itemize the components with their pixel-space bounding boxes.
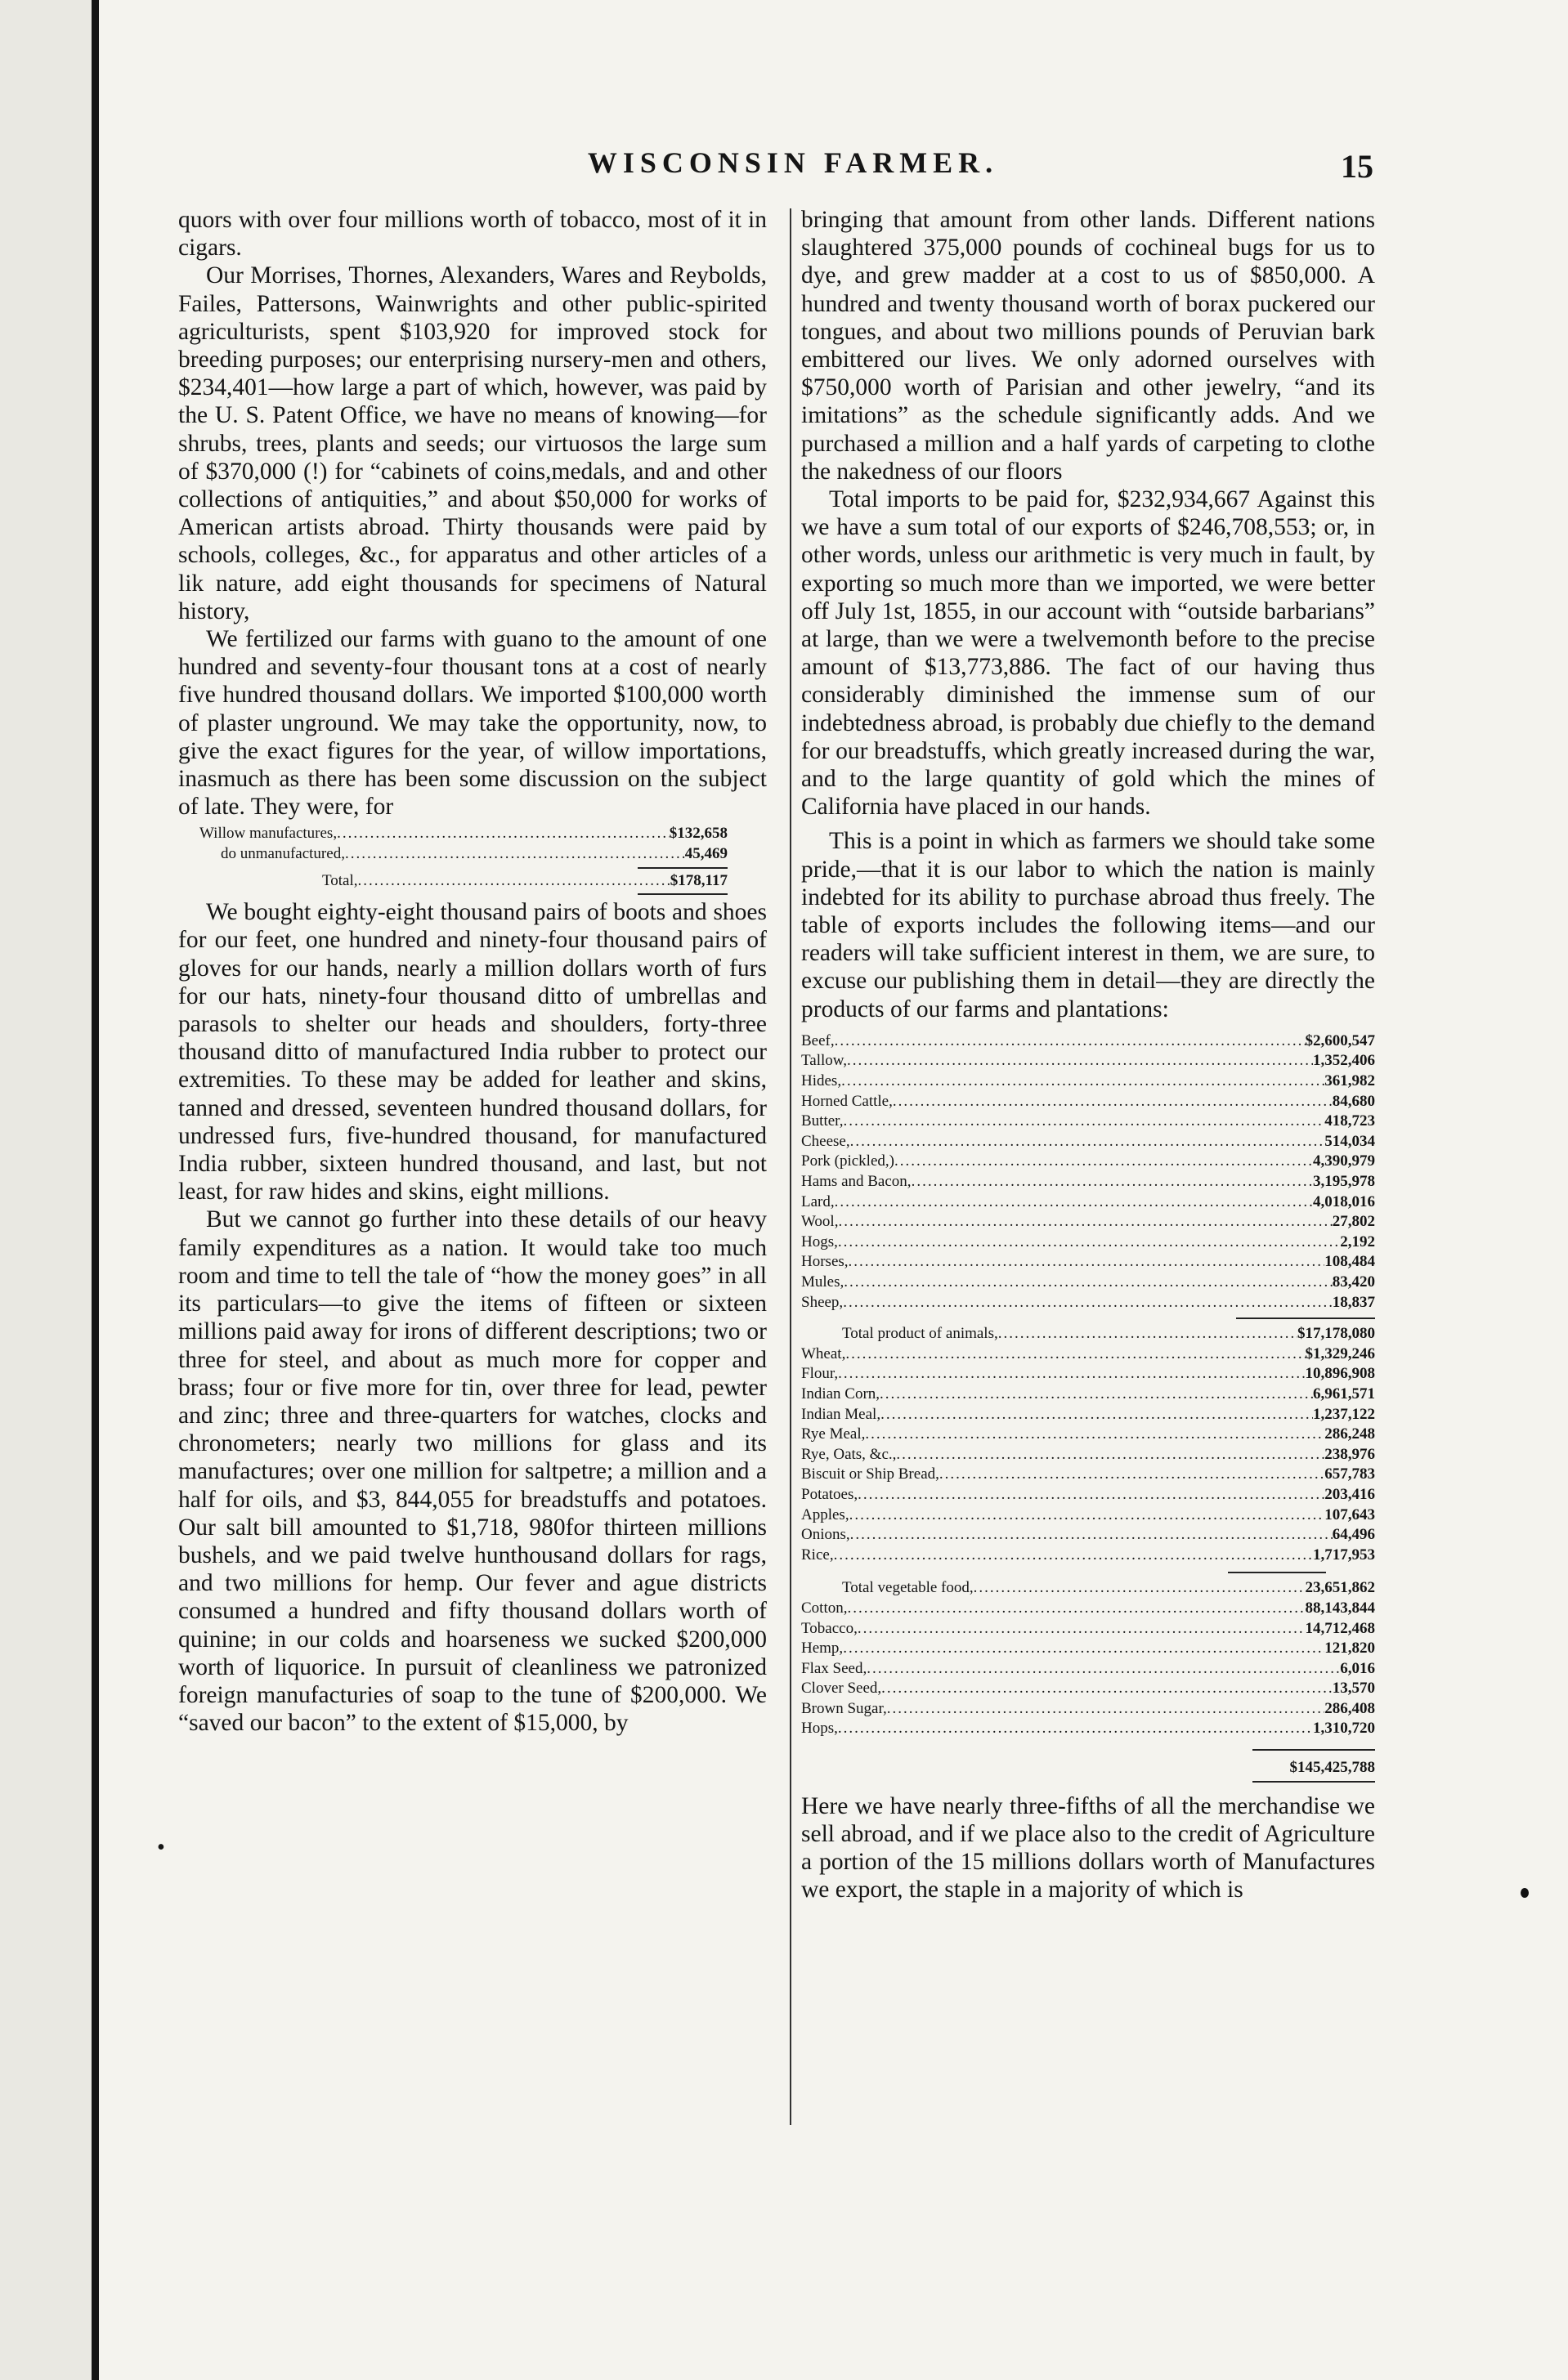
row-value: 418,723 [1324, 1112, 1375, 1130]
left-paragraph-4: We bought eighty-eight thousand pairs of boots and shoes for our feet, one hundred and ninety-four thousand pairs of gloves for our hands, nearly a million dollars worth of furs for our hats, ninety-four thousand ditto of umbrellas and parasols to shelter our heads and shoulders, forty-three thousand ditto of manufactured India rubber to protect our extremities. To these may be added for leather and skins, tanned and dressed, seventeen hundred thousand dollars, for undressed furs, five-hundred thousand, for manufactured India rubber, sixteen hundred thousand, and last, but not least, for raw hides and skins, eight millions. [178, 899, 767, 1206]
row-value: 84,680 [1332, 1092, 1375, 1110]
row-value: 1,717,953 [1313, 1546, 1375, 1564]
row-value: $2,600,547 [1305, 1031, 1375, 1049]
table-row [801, 1232, 1375, 1253]
table-total-row: Total vegetable food, ..... 23,651,862 [801, 1578, 1375, 1599]
total-rule [1252, 1781, 1375, 1783]
row-label: Hemp, [801, 1640, 844, 1658]
row-label: Mules, [801, 1273, 844, 1291]
table-row [801, 1525, 1375, 1546]
other-products [801, 1599, 1375, 1739]
page-number: 15 [1341, 148, 1373, 185]
table-row [801, 1485, 1375, 1505]
row-label: Indian Meal, [801, 1405, 881, 1423]
row-label: Sheep, [801, 1293, 844, 1311]
left-paragraph-5: But we cannot go further into these details of our heavy family expenditures as a nation. It would take too much room and time to tell the tale of “how the money goes” in all its particulars—to give the items of fifteen or sixteen millions paid away for irons of different descriptions; two or three for steel, and about as much more for copper and brass; four or five more for tin, over three for lead, pewter and zinc; three and three-quarters for watches, clocks and chronometers; nearly two millions for glass and its manufactures; over one million for saltpetre; a million and a half for oils, and $3, 844,055 for breadstuffs and potatoes. Our salt bill amounted to $1,718, 980for thirteen millions bushels, and we paid twelve hunthousand dollars for rags, and two millions for hemp. Our fever and ague districts consumed a hundred and fifty thousand dollars worth of quinine; in our colds and hoarseness we sucked $200,000 worth of liquorice. In pursuit of cleanliness we patronized foreign manufacturies of soap to the tune of $200,000. We “saved our bacon” to the extent of $15,000, by [178, 1206, 767, 1737]
binding-edge [92, 0, 99, 2380]
row-label: Hams and Bacon, [801, 1173, 912, 1191]
row-value: 238,976 [1324, 1445, 1375, 1463]
row-label: Rice, [801, 1546, 834, 1564]
willow-table [199, 824, 728, 895]
row-label: Apples, [801, 1505, 849, 1523]
row-value: 1,352,406 [1313, 1052, 1375, 1070]
table-row [801, 1092, 1375, 1112]
table-row: Willow manufactures, ..... $132,658 [199, 824, 728, 844]
row-label: Rye, Oats, &c., [801, 1445, 897, 1463]
right-paragraph-4: Here we have nearly three-fifths of all the merchandise we sell abroad, and if we place also to the credit of Agriculture a portion of the 15 millions dollars worth of Manufactures we export, the staple in a majority of which is [801, 1792, 1375, 1904]
table-row [801, 1071, 1375, 1092]
row-value: 2,192 [1340, 1232, 1375, 1250]
left-paragraph-1: quors with over four millions worth of tobacco, most of it in cigars. [178, 207, 767, 262]
table-row [801, 1364, 1375, 1385]
row-label: Cotton, [801, 1599, 848, 1617]
table-row [801, 1699, 1375, 1720]
row-value: 514,034 [1324, 1132, 1375, 1150]
row-label: Flax Seed, [801, 1659, 867, 1677]
row-value: 657,783 [1324, 1465, 1375, 1483]
row-value: 83,420 [1332, 1273, 1375, 1291]
total-rule [638, 893, 728, 895]
table-row [801, 1425, 1375, 1445]
row-value: 203,416 [1324, 1485, 1375, 1503]
table-row [801, 1619, 1375, 1640]
table-row [801, 1132, 1375, 1152]
row-label: Indian Corn, [801, 1385, 880, 1402]
table-row [801, 1051, 1375, 1071]
table-row [801, 1445, 1375, 1465]
row-label: Pork (pickled,) [801, 1152, 894, 1170]
row-value: 107,643 [1324, 1505, 1375, 1523]
table-row [801, 1659, 1375, 1680]
row-value: 64,496 [1332, 1526, 1375, 1544]
table-row [801, 1152, 1375, 1172]
row-label: Hides, [801, 1072, 842, 1090]
row-label: Brown Sugar, [801, 1699, 887, 1717]
page-title: WISCONSIN FARMER. [587, 146, 999, 179]
table-row [801, 1546, 1375, 1566]
row-value: 14,712,468 [1305, 1619, 1375, 1637]
row-value: 13,570 [1332, 1680, 1375, 1698]
row-label: Horses, [801, 1253, 849, 1271]
row-value: 4,390,979 [1313, 1152, 1375, 1170]
row-label: Cheese, [801, 1132, 850, 1150]
row-value: 27,802 [1332, 1213, 1375, 1231]
row-label: Tobacco, [801, 1619, 858, 1637]
row-label: Rye Meal, [801, 1425, 866, 1443]
row-label: Onions, [801, 1526, 850, 1544]
row-label: Beef, [801, 1031, 835, 1049]
table-row [801, 1192, 1375, 1213]
exports-table [801, 1031, 1375, 1783]
row-value: 18,837 [1332, 1293, 1375, 1311]
table-row [801, 1505, 1375, 1526]
grand-total: $145,425,788 [1289, 1759, 1375, 1777]
vegetable-products [801, 1344, 1375, 1566]
left-paragraph-3: We fertilized our farms with guano to the amount of one hundred and seventy-four thousant tons at a cost of nearly five hundred thousand dollars. We imported $100,000 worth of plaster unground. We may take the opportunity, now, to give the exact figures for the year, of willow importations, inasmuch as there has been some discussion on the subject of late. They were, for [178, 626, 767, 821]
right-paragraph-2: Total imports to be paid for, $232,934,667 Against this we have a sum total of our exports of $246,708,553; or, in other words, unless our arithmetic is very much in fault, by exporting so much more than we imported, we were better off July 1st, 1855, in our account with “outside barbarians” at large, than we were a twelvemonth before to the precise amount of $13,773,886. The fact of our having thus considerably diminished the immense sum of our indebtedness abroad, is probably due chiefly to the demand for our breadstuffs, which greatly increased during the war, and to the large quantity of gold which the mines of California have placed in our hands. [801, 486, 1375, 821]
sum-rule [638, 867, 728, 869]
row-value: 88,143,844 [1305, 1599, 1375, 1617]
table-row [801, 1273, 1375, 1293]
row-value: 286,408 [1324, 1699, 1375, 1717]
table-row [801, 1212, 1375, 1232]
row-value: 1,237,122 [1313, 1405, 1375, 1423]
table-row [801, 1344, 1375, 1365]
margin-dot [1521, 1888, 1529, 1898]
row-label: Wheat, [801, 1344, 846, 1362]
row-value: 4,018,016 [1313, 1192, 1375, 1210]
right-paragraph-3: This is a point in which as farmers we should take some pride,—that it is our labor to which the nation is mainly indebted for its ability to purchase abroad thus freely. The table of exports includes the following items—and our readers will take sufficient interest in them, we are sure, to excuse our publishing them in detail—they are directly the products of our farms and plantations: [801, 828, 1375, 1022]
row-label: Tallow, [801, 1052, 848, 1070]
sum-rule [1252, 1749, 1375, 1751]
table-row [801, 1405, 1375, 1425]
row-value: 3,195,978 [1313, 1173, 1375, 1191]
row-label: Flour, [801, 1365, 839, 1383]
row-label: Butter, [801, 1112, 844, 1130]
left-column [178, 206, 767, 1737]
row-value: 121,820 [1324, 1640, 1375, 1658]
row-label: Wool, [801, 1213, 839, 1231]
right-paragraph-1: bringing that amount from other lands. Different nations slaughtered 375,000 pounds of cochineal bugs for us to dye, and grew madder at a cost to us of $850,000. A hundred and twenty thousand worth of borax puckered our tongues, and about two millions pounds of Peruvian bark embittered our lives. We only adorned ourselves with $750,000 worth of Parisian and other jewelry, “and its imitations” as the schedule significantly adds. And we purchased a million and a half yards of carpeting to clothe the nakedness of our floors [801, 207, 1375, 485]
table-row [801, 1031, 1375, 1052]
table-total-row: Total, ..... $178,117 [199, 871, 728, 892]
margin-mark: • [157, 1835, 165, 1860]
sum-rule [1228, 1572, 1326, 1573]
table-row [801, 1465, 1375, 1485]
sum-rule [1236, 1318, 1375, 1319]
row-value: 6,961,571 [1313, 1385, 1375, 1402]
table-row [801, 1639, 1375, 1659]
table-row [801, 1599, 1375, 1619]
row-value: 6,016 [1340, 1659, 1375, 1677]
table-row: do unmanufactured, ..... 45,469 [199, 844, 728, 865]
table-row [801, 1252, 1375, 1273]
row-label: Clover Seed, [801, 1680, 882, 1698]
row-label: Hogs, [801, 1232, 838, 1250]
row-value: 108,484 [1324, 1253, 1375, 1271]
row-label: Hops, [801, 1720, 838, 1738]
table-row [801, 1172, 1375, 1192]
table-total-row: Total product of animals, ..... $17,178,080 [801, 1324, 1375, 1344]
table-row [801, 1112, 1375, 1132]
row-value: 286,248 [1324, 1425, 1375, 1443]
row-label: Lard, [801, 1192, 835, 1210]
right-column [785, 206, 1375, 1904]
row-value: 361,982 [1324, 1072, 1375, 1090]
row-value: 1,310,720 [1313, 1720, 1375, 1738]
row-label: Horned Cattle, [801, 1092, 893, 1110]
left-paragraph-2: Our Morrises, Thornes, Alexanders, Wares and Reybolds, Failes, Pattersons, Wainwrights and other public-spirited agriculturists, spent $103,920 for improved stock for breeding purposes; our enterprising nursery-men and others, $234,401—how large a part of which, however, was paid by the U. S. Patent Office, we have no means of knowing—for shrubs, trees, plants and seeds; our virtuosos the large sum of $370,000 (!) for “cabinets of coins,medals, and and other collections of antiquities,” and about $50,000 for works of American artists abroad. Thirty thousands were paid by schools, colleges, &c., for apparatus and other articles of a lik nature, add eight thousands for specimens of Natural history, [178, 262, 767, 624]
animal-products [801, 1031, 1375, 1313]
table-row [801, 1293, 1375, 1313]
table-row [801, 1385, 1375, 1405]
row-label: Potatoes, [801, 1485, 858, 1503]
table-row [801, 1679, 1375, 1699]
row-value: $1,329,246 [1305, 1344, 1375, 1362]
table-row [801, 1719, 1375, 1739]
row-label: Biscuit or Ship Bread, [801, 1465, 939, 1483]
row-value: 10,896,908 [1305, 1365, 1375, 1383]
